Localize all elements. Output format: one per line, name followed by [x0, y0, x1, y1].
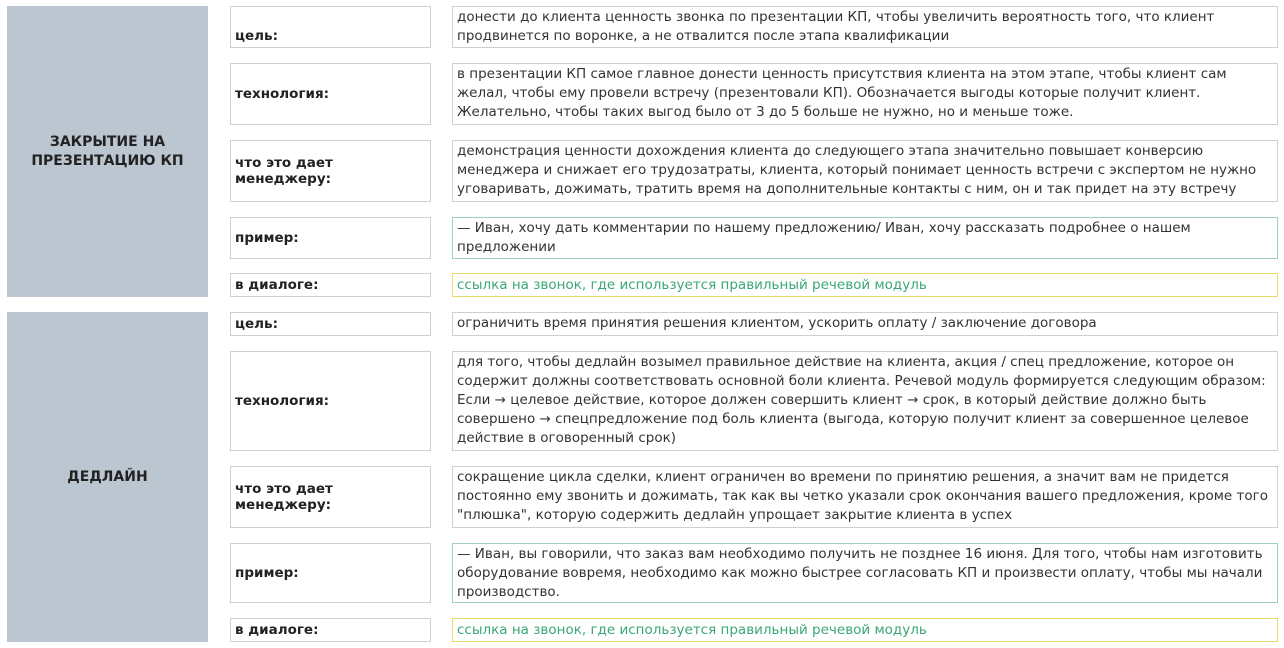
row-label-manager-benefit: что это дает менеджеру: — [230, 140, 431, 202]
call-link[interactable]: ссылка на звонок, где используется правильный речевой модуль — [452, 618, 1278, 642]
row-label-goal: цель: — [230, 312, 431, 336]
row-label-in-dialogue: в диалоге: — [230, 618, 431, 642]
section-title-presentation — [7, 6, 208, 297]
row-value-manager-benefit: демонстрация ценности дохождения клиента до следующего этапа значительно повышает конверсию менеджера и снижает его трудозатраты, клиента, который понимает ценность встречи с экспертом не нужно уговаривать, дожимать, тратить время на дополнительные контакты с ним, он и так придет на эту встречу — [452, 140, 1278, 202]
row-value-manager-benefit: сокращение цикла сделки, клиент ограничен во времени по принятию решения, а значит вам не придется постоянно ему звонить и дожимать, так как вы четко указали срок окончания вашего предложения, кроме того "плюшка", которую содержить дедлайн упрощает закрытие клиента в успех — [452, 466, 1278, 528]
section-title-presentation-text: ЗАКРЫТИЕ НА ПРЕЗЕНТАЦИЮ КП — [31, 133, 184, 169]
section-title-deadline — [7, 312, 208, 642]
row-label-example: пример: — [230, 543, 431, 603]
row-label-manager-benefit: что это дает менеджеру: — [230, 466, 431, 528]
row-label-goal: цель: — [230, 6, 431, 48]
row-value-goal: ограничить время принятия решения клиентом, ускорить оплату / заключение договора — [452, 312, 1278, 336]
row-label-technology: технология: — [230, 351, 431, 451]
row-value-example: — Иван, вы говорили, что заказ вам необходимо получить не позднее 16 июня. Для того, чтобы нам изготовить оборудование вовремя, необходимо как можно быстрее согласовать КП и произвести оплату, чтобы мы начали производство. — [452, 543, 1278, 603]
row-value-technology: в презентации КП самое главное донести ценность присутствия клиента на этом этапе, чтобы клиент сам желал, чтобы ему провели встречу (презентовали КП). Обозначается выгоды которые получит клиент. Желательно, чтобы таких выгод было от 3 до 5 больше не нужно, но и меньше тоже. — [452, 63, 1278, 125]
section-title-deadline-text: ДЕДЛАЙН — [67, 468, 148, 485]
row-value-example: — Иван, хочу дать комментарии по нашему предложению/ Иван, хочу рассказать подробнее о нашем предложении — [452, 217, 1278, 259]
row-label-in-dialogue: в диалоге: — [230, 273, 431, 297]
row-label-technology: технология: — [230, 63, 431, 125]
call-link[interactable]: ссылка на звонок, где используется правильный речевой модуль — [452, 273, 1278, 297]
row-value-technology: для того, чтобы дедлайн возымел правильное действие на клиента, акция / спец предложение, которое он содержит должны соответствовать основной боли клиента. Речевой модуль формируется следующим образом: Если → целевое действие, которое должен совершить клиент → срок, в который действие должно быть совершено → спецпредложение под боль клиента (выгода, которую получит клиент за совершенное целевое действие в оговоренный срок) — [452, 351, 1278, 451]
row-label-example: пример: — [230, 217, 431, 259]
row-value-goal: донести до клиента ценность звонка по презентации КП, чтобы увеличить вероятность того, что клиент продвинется по воронке, а не отвалится после этапа квалификации — [452, 6, 1278, 48]
